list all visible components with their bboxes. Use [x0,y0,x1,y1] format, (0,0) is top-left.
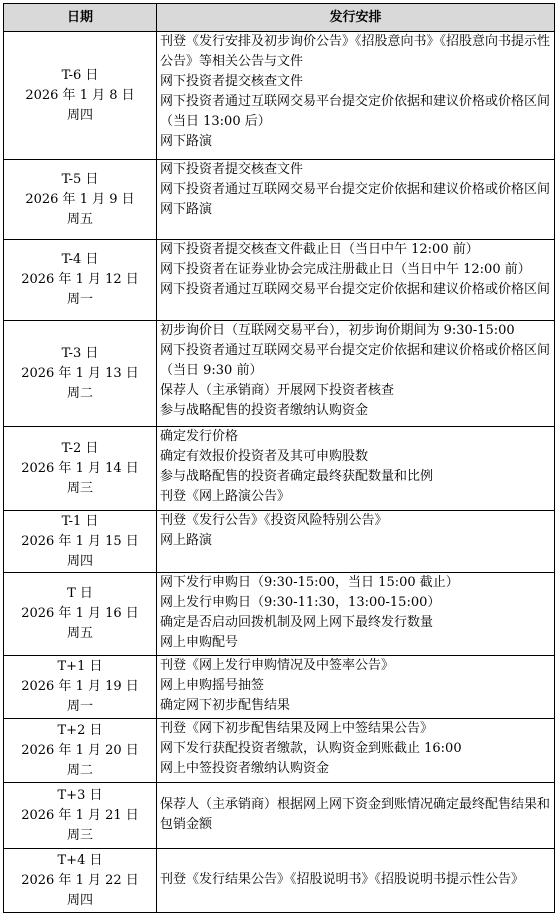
table-row [4,427,555,511]
table-row [4,160,555,240]
schedule-cell [157,656,555,719]
table-row [4,573,555,656]
table-row [4,783,555,849]
date-cell [4,719,157,783]
weekday-label: 周二 [66,385,93,401]
schedule-item: 确定有效报价投资者及其可申购股数 [160,449,369,464]
trading-day-label: T 日 [67,586,93,601]
schedule-item: 网下路演 [160,134,213,149]
schedule-item: 网上发行申购日（9:30-11:30，13:00-15:00） [160,595,441,610]
trading-day-label: T-5 日 [61,171,99,187]
weekday-label: 周三 [66,480,93,496]
date-cell [4,32,157,160]
weekday-label: 周一 [66,699,93,714]
schedule-cell [157,240,555,321]
schedule-cell [157,783,555,849]
schedule-item: 网下投资者提交核查文件 [160,74,304,89]
weekday-label: 周四 [66,892,93,908]
table-row [4,511,555,573]
schedule-item: 网下发行获配投资者缴款，认购资金到账截止 16:00 [160,741,462,756]
date-cell [4,160,157,240]
schedule-item: 网下投资者通过互联网交易平台提交定价依据和建议价格或价格区间（当日 9:30 前） [160,343,551,378]
date-cell [4,656,157,719]
schedule-item: 网下投资者提交核查文件 [160,162,304,177]
trading-day-label: T-2 日 [61,440,99,456]
trading-day-label: T-3 日 [61,345,99,361]
schedule-cell [157,719,555,783]
schedule-cell [157,849,555,913]
calendar-date: 2026 年 1 月 21 日 [21,807,139,823]
weekday-label: 周四 [66,553,93,569]
schedule-item: 网下投资者在证券业协会完成注册截止日（当日中午 12:00 前） [160,262,531,277]
weekday-label: 周五 [66,211,93,227]
table-row [4,240,555,321]
schedule-cell [157,160,555,240]
calendar-date: 2026 年 1 月 22 日 [21,872,139,888]
table-row [4,719,555,783]
calendar-date: 2026 年 1 月 14 日 [21,460,139,476]
calendar-date: 2026 年 1 月 9 日 [25,191,135,207]
schedule-item: 网下投资者通过互联网交易平台提交定价依据和建议价格或价格区间 [160,182,551,197]
table-row [4,321,555,427]
trading-day-label: T+2 日 [57,722,103,738]
schedule-column-header: 发行安排 [157,4,555,32]
schedule-item: 网下发行申购日（9:30-15:00，当日 15:00 截止） [160,575,459,590]
date-cell [4,321,157,427]
trading-day-label: T-1 日 [61,513,99,529]
schedule-item: 网下投资者通过互联网交易平台提交定价依据和建议价格或价格区间 [160,282,551,297]
weekday-label: 周一 [66,292,93,307]
schedule-item: 网上申购摇号抽签 [160,678,265,693]
weekday-label: 周二 [66,762,93,778]
table-row [4,849,555,913]
schedule-item: 确定发行价格 [160,429,239,444]
schedule-item: 参与战略配售的投资者缴纳认购资金 [160,403,369,418]
schedule-item: 刊登《网下初步配售结果及网上中签结果公告》 [160,721,434,736]
table-row [4,32,555,160]
date-cell [4,240,157,321]
schedule-item: 保荐人（主承销商）开展网下投资者核查 [160,383,395,398]
weekday-label: 周四 [66,107,93,123]
schedule-item: 网上路演 [160,533,213,548]
date-cell [4,573,157,656]
date-cell [4,427,157,511]
schedule-item: 保荐人（主承销商）根据网上网下资金到账情况确定最终配售结果和包销金额 [160,797,551,832]
schedule-item: 网下路演 [160,202,213,217]
schedule-cell [157,32,555,160]
date-cell [4,849,157,913]
weekday-label: 周三 [66,827,93,843]
schedule-item: 确定是否启动回拨机制及网上网下最终发行数量 [160,615,434,630]
schedule-item: 网上中签投资者缴纳认购资金 [160,761,330,776]
schedule-item: 刊登《发行结果公告》《招股说明书》《招股说明书提示性公告》 [160,872,525,887]
trading-day-label: T-4 日 [61,252,99,267]
calendar-date: 2026 年 1 月 16 日 [21,606,139,621]
table-header-row [4,4,555,32]
schedule-item: 参与战略配售的投资者确定最终获配数量和比例 [160,469,434,484]
schedule-cell [157,321,555,427]
calendar-date: 2026 年 1 月 15 日 [21,533,139,549]
schedule-cell [157,427,555,511]
calendar-date: 2026 年 1 月 8 日 [25,87,135,103]
schedule-cell [157,573,555,656]
trading-day-label: T+4 日 [57,852,103,868]
schedule-item: 网上申购配号 [160,635,239,650]
calendar-date: 2026 年 1 月 20 日 [21,742,139,758]
issuance-schedule-table [3,3,555,913]
schedule-item: 刊登《网上发行申购情况及中签率公告》 [160,658,395,673]
calendar-date: 2026 年 1 月 19 日 [21,679,139,694]
trading-day-label: T-6 日 [61,67,99,83]
trading-day-label: T+1 日 [57,659,103,674]
date-cell [4,511,157,573]
date-column-header: 日期 [4,4,157,32]
weekday-label: 周五 [66,626,93,641]
calendar-date: 2026 年 1 月 13 日 [21,365,139,381]
schedule-item: 刊登《发行公告》《投资风险特别公告》 [160,513,388,528]
schedule-item: 网下投资者通过互联网交易平台提交定价依据和建议价格或价格区间（当日 13:00 后） [160,94,551,129]
trading-day-label: T+3 日 [57,787,103,803]
schedule-item: 网下投资者提交核查文件截止日（当日中午 12:00 前） [160,242,479,257]
calendar-date: 2026 年 1 月 12 日 [21,272,139,287]
schedule-item: 刊登《网上路演公告》 [160,489,291,504]
schedule-item: 确定网下初步配售结果 [160,698,291,713]
table-row [4,656,555,719]
schedule-item: 初步询价日（互联网交易平台），初步询价期间为 9:30-15:00 [160,323,515,338]
schedule-item: 刊登《发行安排及初步询价公告》《招股意向书》《招股意向书提示性公告》等相关公告与文件 [160,34,551,69]
schedule-cell [157,511,555,573]
date-cell [4,783,157,849]
